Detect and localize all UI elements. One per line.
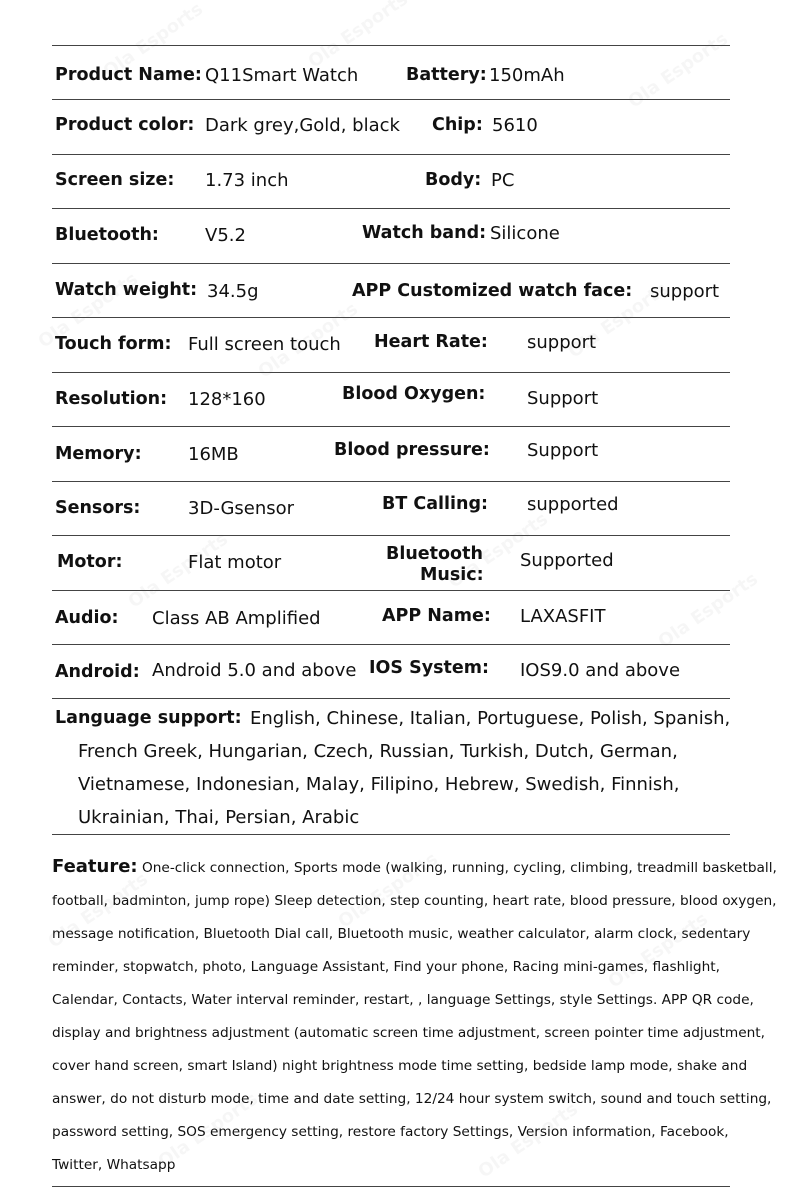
spec-label: Product Name: bbox=[55, 65, 202, 85]
spec-label: APP Customized watch face: bbox=[352, 281, 633, 301]
spec-value: Android 5.0 and above bbox=[152, 660, 357, 681]
language-line: Vietnamese, Indonesian, Malay, Filipino, Hebrew, Swedish, Finnish, bbox=[78, 774, 680, 795]
feature-text: One-click connection, Sports mode (walking, running, cycling, climbing, treadmill basketball, football, badminton, jump rope) Sleep detection, step counting, heart rate, blood pressure, blood oxygen, message notification, Bluetooth Dial call, Bluetooth music, weather calculator, alarm clock, sedentary reminder, stopwatch, photo, Language Assistant, Find your phone, Racing mini-games, flashlight, Calendar, Contacts, Water interval reminder, restart, , language Settings, style Settings. APP QR code, display and brightness adjustment (automatic screen time adjustment, screen pointer time adjustment, cover hand screen, smart Island) night brightness mode time setting, bedside lamp mode, shake and answer, do not disturb mode, time and date setting, 12/24 hour system switch, sound and touch setting, password setting, SOS emergency setting, restore factory Settings, Version information, Facebook, Twitter, Whatsapp bbox=[52, 860, 777, 1173]
spec-label: Blood pressure: bbox=[334, 440, 490, 460]
feature-label: Feature: bbox=[52, 856, 138, 877]
watermark bbox=[654, 569, 761, 653]
spec-label: APP Name: bbox=[382, 606, 491, 626]
divider bbox=[52, 317, 730, 318]
divider bbox=[52, 590, 730, 591]
spec-value: IOS9.0 and above bbox=[520, 660, 681, 681]
spec-value: 1.73 inch bbox=[205, 170, 289, 191]
watermark bbox=[304, 0, 411, 72]
spec-label: Bluetooth bbox=[386, 544, 483, 564]
spec-value: supported bbox=[527, 494, 619, 515]
spec-label: Memory: bbox=[55, 444, 142, 464]
spec-label: BT Calling: bbox=[382, 494, 488, 514]
language-label: Language support: bbox=[55, 708, 242, 728]
divider bbox=[52, 154, 730, 155]
spec-value: 150mAh bbox=[489, 65, 565, 86]
spec-label: Watch weight: bbox=[55, 280, 198, 300]
spec-value: 128*160 bbox=[188, 389, 266, 410]
divider bbox=[52, 372, 730, 373]
spec-label: Motor: bbox=[57, 552, 123, 572]
spec-value: Q11Smart Watch bbox=[205, 65, 359, 86]
divider bbox=[52, 834, 730, 835]
spec-label: Sensors: bbox=[55, 498, 141, 518]
spec-label: Bluetooth: bbox=[55, 225, 159, 245]
spec-value: 16MB bbox=[188, 444, 239, 465]
spec-label: Music: bbox=[420, 565, 484, 585]
spec-label: Android: bbox=[55, 662, 140, 682]
divider bbox=[52, 481, 730, 482]
spec-label: Resolution: bbox=[55, 389, 168, 409]
spec-value: support bbox=[650, 281, 720, 302]
spec-value: Flat motor bbox=[188, 552, 282, 573]
spec-label: Screen size: bbox=[55, 170, 175, 190]
spec-value: Full screen touch bbox=[188, 334, 341, 355]
language-line: English, Chinese, Italian, Portuguese, Polish, Spanish, bbox=[250, 708, 731, 729]
language-line: French Greek, Hungarian, Czech, Russian, Turkish, Dutch, German, bbox=[78, 741, 678, 762]
spec-value: Support bbox=[527, 388, 599, 409]
divider bbox=[52, 208, 730, 209]
spec-label: Body: bbox=[425, 170, 482, 190]
feature-paragraph bbox=[52, 850, 782, 1182]
spec-label: Audio: bbox=[55, 608, 119, 628]
spec-label: Chip: bbox=[432, 115, 483, 135]
spec-value: 3D-Gsensor bbox=[188, 498, 295, 519]
spec-value: LAXASFIT bbox=[520, 606, 606, 627]
language-line: Ukrainian, Thai, Persian, Arabic bbox=[78, 807, 360, 828]
spec-value: Class AB Amplified bbox=[152, 608, 321, 629]
spec-value: support bbox=[527, 332, 597, 353]
divider bbox=[52, 535, 730, 536]
spec-label: Battery: bbox=[406, 65, 487, 85]
divider bbox=[52, 426, 730, 427]
spec-label: Product color: bbox=[55, 115, 195, 135]
divider bbox=[52, 263, 730, 264]
spec-value: 5610 bbox=[492, 115, 538, 136]
divider bbox=[52, 698, 730, 699]
spec-value: Support bbox=[527, 440, 599, 461]
divider bbox=[52, 99, 730, 100]
divider bbox=[52, 1186, 730, 1187]
spec-value: Dark grey,Gold, black bbox=[205, 115, 400, 136]
spec-value: 34.5g bbox=[207, 281, 259, 302]
divider bbox=[52, 45, 730, 46]
spec-value: PC bbox=[491, 170, 515, 191]
spec-value: Supported bbox=[520, 550, 614, 571]
divider bbox=[52, 644, 730, 645]
spec-label: Heart Rate: bbox=[374, 332, 488, 352]
spec-label: Touch form: bbox=[55, 334, 172, 354]
spec-label: IOS System: bbox=[369, 658, 489, 678]
spec-value: V5.2 bbox=[205, 225, 246, 246]
spec-label: Blood Oxygen: bbox=[342, 384, 486, 404]
spec-value: Silicone bbox=[490, 223, 560, 244]
spec-label: Watch band: bbox=[362, 223, 487, 243]
